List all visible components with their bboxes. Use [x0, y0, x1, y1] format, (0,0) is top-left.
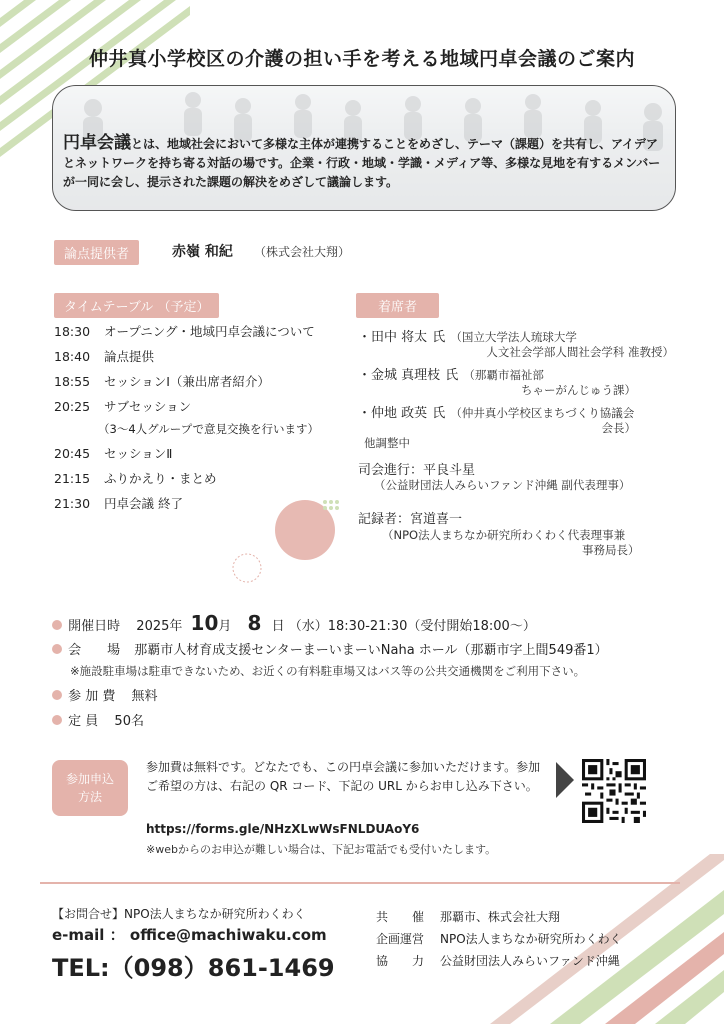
attendees-note: 他調整中	[364, 436, 410, 450]
apply-url[interactable]: https://forms.gle/NHzXLwWsFNLDUAoY6	[146, 822, 420, 836]
bullet-dot	[52, 644, 62, 654]
contact-email-row	[52, 924, 327, 945]
recorder: 記録者：宮道喜一	[358, 512, 463, 527]
timetable-label: タイムテーブル （予定）	[54, 293, 219, 318]
event-fee-row: 参 加 費 無料	[52, 685, 158, 704]
decorative-circles	[225, 490, 355, 590]
email-separator: ：	[109, 926, 125, 944]
page-title: 仲井真小学校区の介護の担い手を考える地域円卓会議のご案内	[88, 48, 635, 70]
bullet-dot	[52, 690, 62, 700]
bullet-dot	[52, 715, 62, 725]
bullet-dot	[52, 620, 62, 630]
intro-lead: 円卓会議	[63, 133, 131, 153]
organizers	[376, 906, 622, 972]
recorder-org-1: （NPO法人まちなか研究所わくわく代表理事兼	[382, 528, 626, 542]
divider	[40, 882, 680, 884]
parking-note: ※施設駐車場は駐車できないため、お近くの有料駐車場又はバス等の公共交通機関をご利用下さい。	[70, 664, 586, 678]
timetable-row: 18:40 論点提供	[54, 349, 155, 364]
attendee: ・田中 将太 氏 （国立大学法人琉球大学 人文社会学部人間社会学科 准教授）	[358, 330, 674, 359]
organizer-row: 協 力 公益財団法人みらいファンド沖縄	[376, 954, 620, 968]
moderator-org: （公益財団法人みらいファンド沖縄 副代表理事）	[374, 478, 631, 492]
arrow-right-icon	[556, 762, 574, 798]
event-venue-row: 会 場 那覇市人材育成支援センターまーいまーいNaha ホール（那覇市字上間549番1）	[52, 639, 608, 658]
timetable-row: 21:30 円卓会議 終了	[54, 496, 183, 511]
email-label: e-mail	[52, 926, 105, 944]
recorder-org-2: 事務局長）	[582, 543, 640, 557]
organizer-row: 共 催 那覇市、株式会社大翔	[376, 910, 561, 924]
presenter-name: 赤嶺 和紀	[172, 244, 233, 260]
attendees-label: 着席者	[356, 293, 439, 318]
presenter-org: （株式会社大翔）	[254, 245, 351, 259]
timetable-row: 21:15 ふりかえり・まとめ	[54, 471, 217, 486]
attendee: ・金城 真理枝 氏 （那覇市福祉部 ちゃーがんじゅう課）	[358, 368, 636, 397]
contact-label: 【お問合せ】NPO法人まちなか研究所わくわく	[52, 907, 306, 921]
attendee-list	[358, 326, 688, 451]
event-capacity-row: 定 員 50名	[52, 710, 144, 729]
contact-tel[interactable]: TEL:（098）861-1469	[52, 954, 335, 982]
timetable-row: 20:45 セッションⅡ	[54, 446, 173, 461]
attendee: ・仲地 政英 氏 （仲井真小学校区まちづくり協議会 会長）	[358, 406, 636, 435]
apply-text: 参加費は無料です。どなたでも、この円卓会議に参加いただけます。参加ご希望の方は、右記の QR コード、下記の URL からお申し込み下さい。	[146, 760, 541, 793]
meeting-photo	[52, 85, 676, 211]
timetable-row: 18:55 セッションⅠ（兼出席者紹介）	[54, 374, 270, 389]
timetable-row: 20:25 サブセッション	[54, 399, 192, 414]
moderator: 司会進行：平良斗星	[358, 463, 476, 478]
timetable-row: 18:30 オープニング・地域円卓会議について	[54, 324, 315, 339]
intro-text	[63, 134, 663, 192]
timetable-row: （3～4人グループで意見交換を行います）	[98, 422, 320, 436]
apply-note: ※webからのお申込が難しい場合は、下記お電話でも受付いたします。	[146, 843, 497, 856]
intro-body: とは、地域社会において多様な主体が連携することをめざし、テーマ（課題）を共有し、アイデアとネットワークを持ち寄る対話の場です。企業・行政・地域・学識・メディア等、多様な見地を有するメンバーが一同に会し、提示された課題の解決をめざして議論します。	[63, 137, 661, 189]
qr-code[interactable]	[582, 759, 646, 823]
email-address[interactable]: office@machiwaku.com	[129, 926, 327, 944]
event-date-row: 開催日時 2025年 10月 8 日 （水）18:30-21:30（受付開始18:00～）	[52, 611, 536, 635]
apply-badge: 参加申込 方法	[52, 760, 128, 816]
presenter-label: 論点提供者	[54, 240, 139, 265]
organizer-row: 企画運営 NPO法人まちなか研究所わくわく	[376, 932, 622, 946]
